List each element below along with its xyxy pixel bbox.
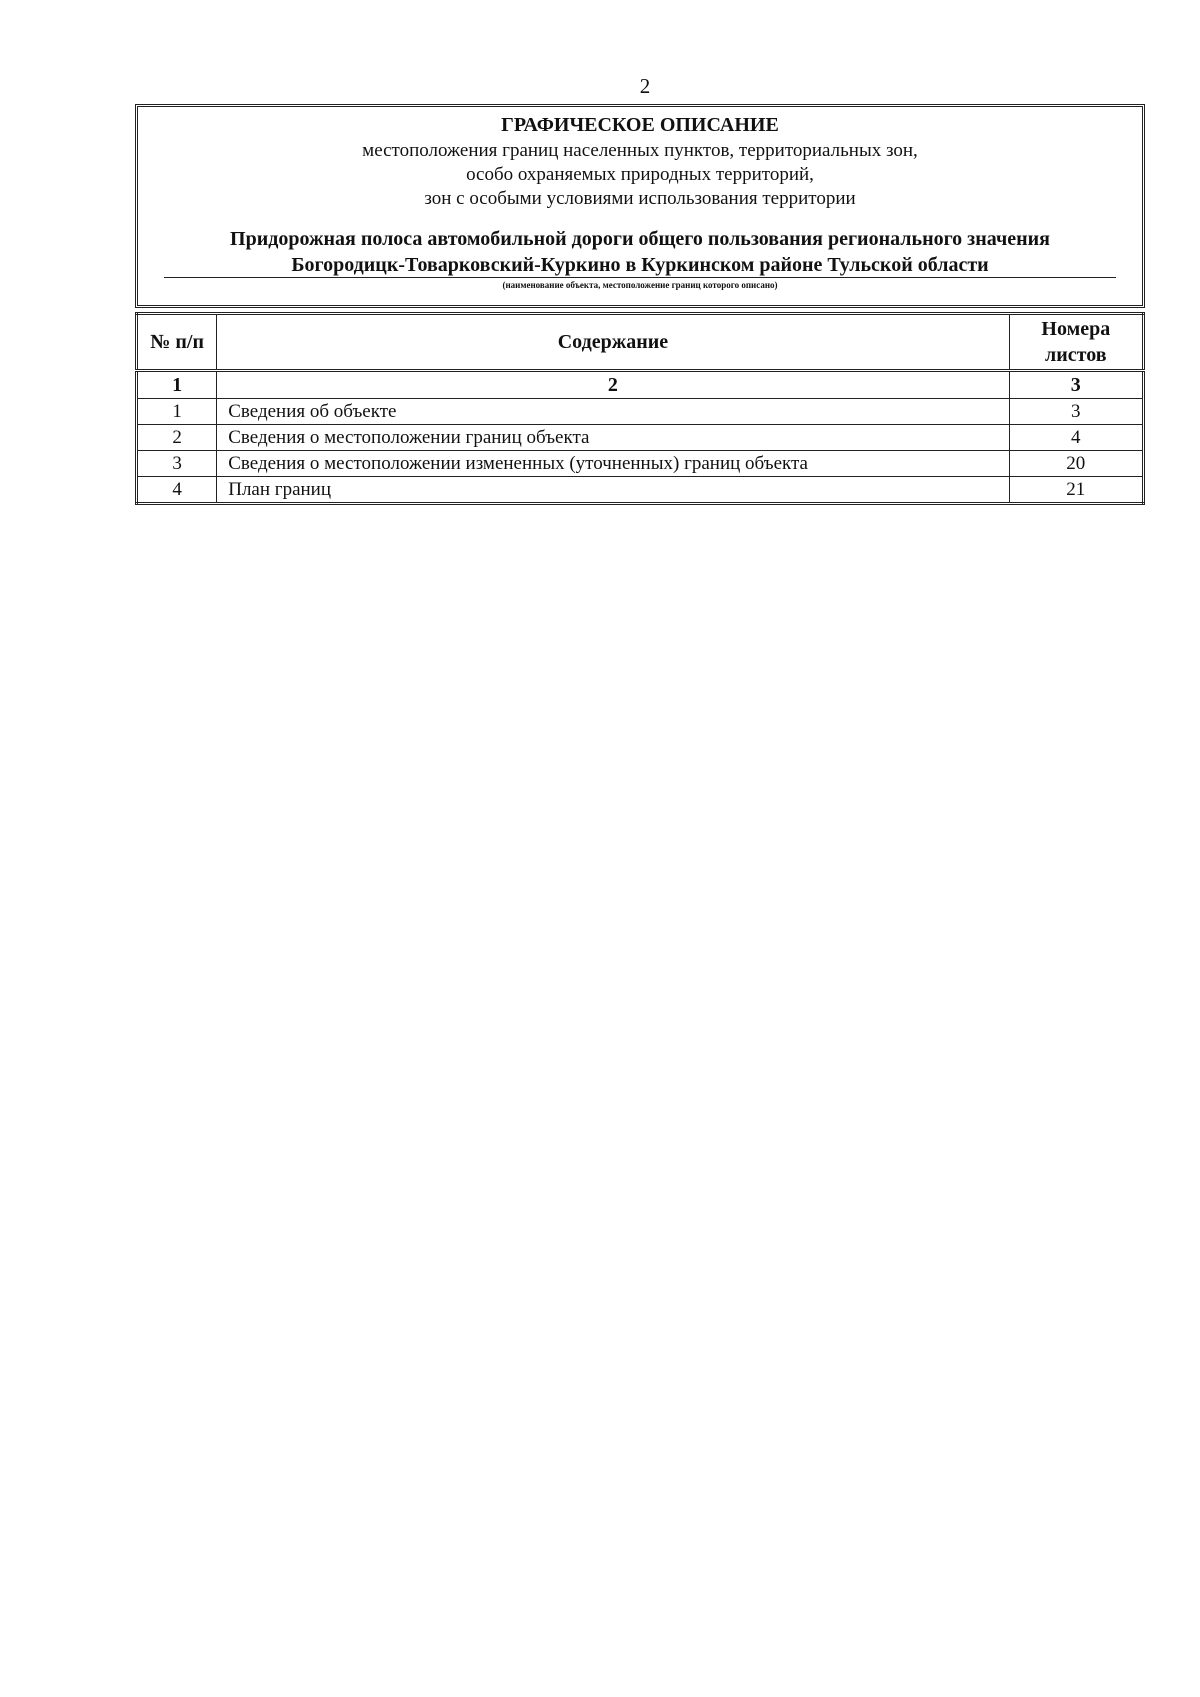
- row-content: Сведения о местоположении измененных (уточненных) границ объекта: [217, 451, 1009, 477]
- row-pages: 3: [1009, 399, 1143, 425]
- subtitle-line-3: зон с особыми условиями использования территории: [424, 188, 856, 209]
- object-name-line-1: Придорожная полоса автомобильной дороги общего пользования регионального значения: [230, 228, 1050, 250]
- header-box: [135, 104, 1145, 308]
- document-title: ГРАФИЧЕСКОЕ ОПИСАНИЕ: [501, 114, 779, 136]
- table-row: [137, 451, 1144, 477]
- row-content: Сведения о местоположении границ объекта: [217, 425, 1009, 451]
- column-number: 2: [217, 371, 1009, 399]
- row-pages: 20: [1009, 451, 1143, 477]
- subtitle-line-2: особо охраняемых природных территорий,: [466, 164, 814, 185]
- table-row: [137, 425, 1144, 451]
- row-content: Сведения об объекте: [217, 399, 1009, 425]
- page-number: 2: [639, 74, 651, 98]
- table-row: [137, 399, 1144, 425]
- object-name-line-2: Богородицк-Товарковский-Куркино в Куркинском районе Тульской области: [291, 254, 989, 276]
- row-number: 2: [137, 425, 217, 451]
- row-pages: 21: [1009, 477, 1143, 504]
- table-header-row: [137, 314, 1144, 371]
- column-number-row: [137, 371, 1144, 399]
- row-content: План границ: [217, 477, 1009, 504]
- object-name-caption: (наименование объекта, местоположение границ которого описано): [502, 280, 778, 290]
- contents-table: [135, 312, 1145, 505]
- column-number: 1: [137, 371, 217, 399]
- object-name-underline: [164, 277, 1116, 278]
- table-row: [137, 477, 1144, 504]
- row-number: 3: [137, 451, 217, 477]
- header-num: № п/п: [137, 314, 217, 371]
- row-number: 1: [137, 399, 217, 425]
- row-pages: 4: [1009, 425, 1143, 451]
- row-number: 4: [137, 477, 217, 504]
- header-content: Содержание: [217, 314, 1009, 371]
- subtitle-line-1: местоположения границ населенных пунктов, территориальных зон,: [362, 140, 918, 161]
- header-pages: Номера листов: [1009, 314, 1143, 371]
- column-number: 3: [1009, 371, 1143, 399]
